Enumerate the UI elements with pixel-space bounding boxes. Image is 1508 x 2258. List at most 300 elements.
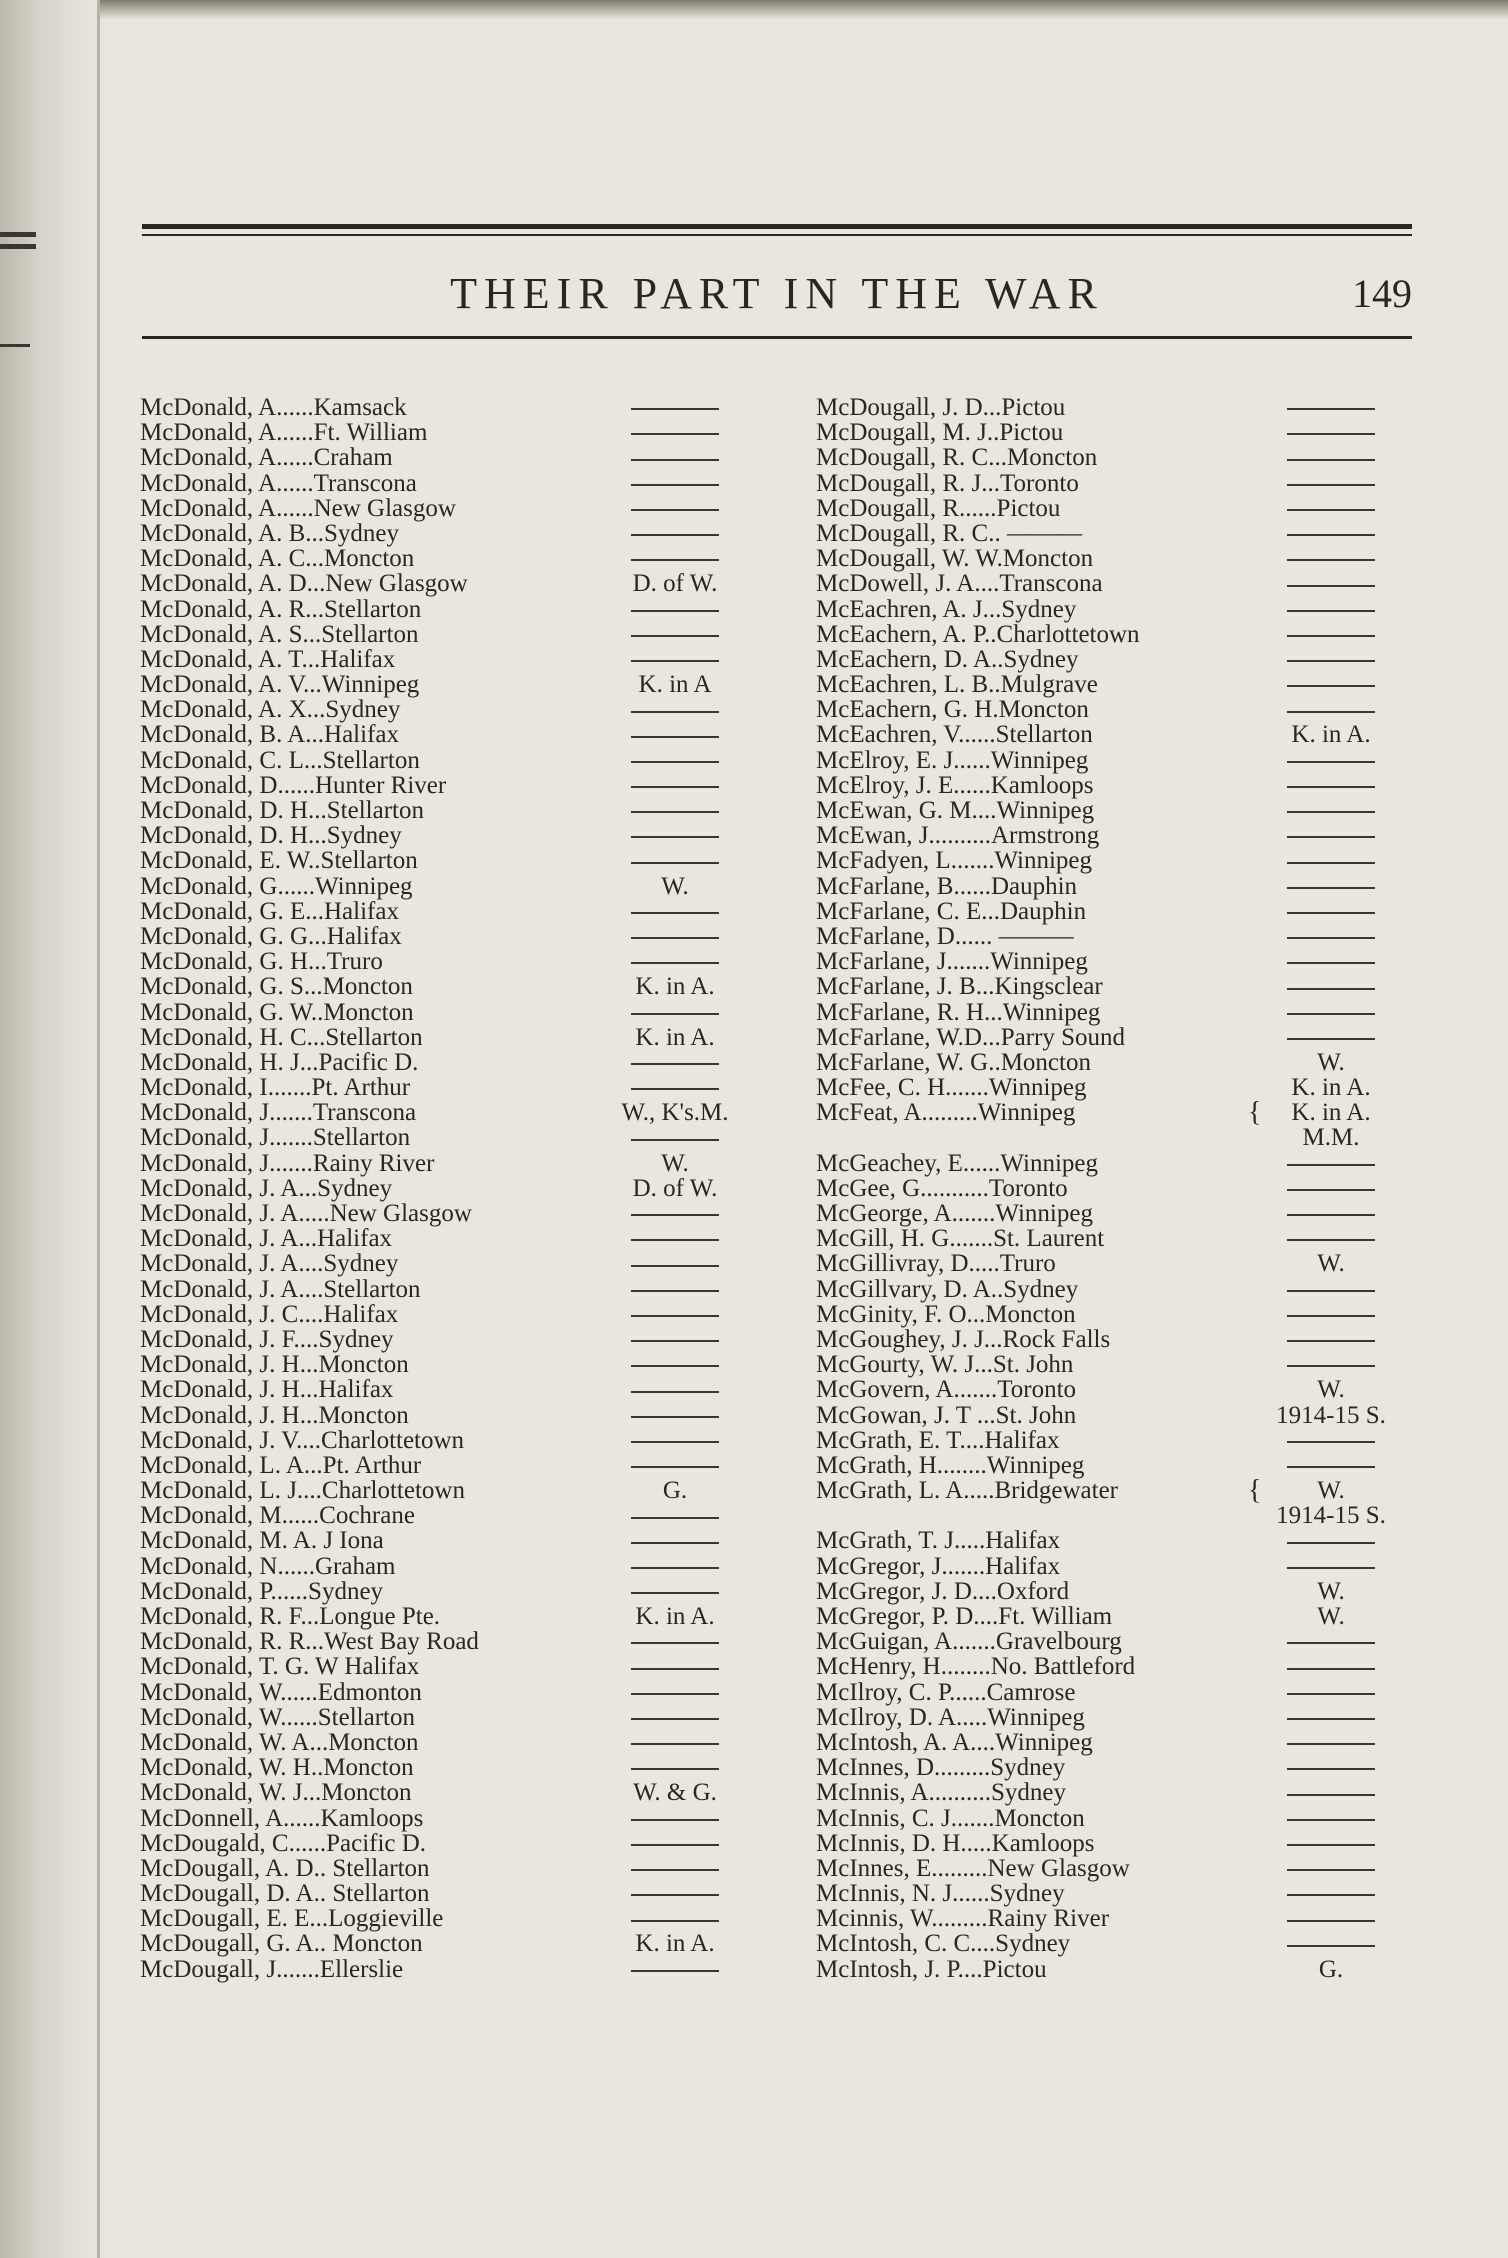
no-record-dash [582,1957,768,1982]
roster-entry [816,672,1416,697]
no-record-dash [582,848,768,873]
entry-name-place: McDonald, B. A...Halifax [140,721,399,749]
right-column [816,395,1416,1982]
roster-entry [140,1251,740,1276]
entry-name-place: McDonald, A. R...Stellarton [140,595,422,623]
no-record-dash [1241,899,1421,924]
roster-entry [816,1377,1416,1402]
no-record-dash [582,1428,768,1453]
roster-entry [140,974,740,999]
no-record-dash [582,1554,768,1579]
roster-entry [140,1654,740,1679]
entry-name-place: McDonald, G......Winnipeg [140,872,413,900]
no-record-dash [582,471,768,496]
entry-name-place: McDougall, R. J...Toronto [816,469,1079,497]
entry-name-place: McDonald, D. H...Sydney [140,822,402,850]
no-record-dash [1241,874,1421,899]
entry-name-place: McDonald, T. G. W Halifax [140,1653,420,1681]
roster-entry [816,1629,1416,1654]
no-record-dash [582,1629,768,1654]
no-record-dash [582,597,768,622]
roster-entry [816,899,1416,924]
entry-name-place: McInnis, D. H.....Kamloops [816,1829,1095,1857]
header-bottom-rule [142,336,1412,339]
entry-name-place: McGregor, P. D....Ft. William [816,1603,1113,1630]
no-record-dash [582,1277,768,1302]
roster-entry [816,1856,1416,1881]
roster-entry [140,1453,740,1478]
no-record-dash [582,773,768,798]
entry-name-place: McGeachey, E......Winnipeg [816,1149,1098,1177]
entry-name-place: McDonald, A......Ft. William [140,419,428,447]
roster-entry [816,1025,1416,1050]
roster-entry [816,1680,1416,1705]
roster-entry [816,1780,1416,1805]
no-record-dash [582,1579,768,1604]
entry-name-place: McFee, C. H.......Winnipeg [816,1074,1087,1102]
roster-entry [140,1377,740,1402]
roster-entry [816,874,1416,899]
entry-name-place: McDougall, E. E...Loggieville [140,1905,444,1933]
entry-name-place: McFarlane, W. G..Moncton [816,1048,1091,1076]
no-record-dash [1241,420,1421,445]
no-record-dash [582,1075,768,1100]
no-record-dash [1241,1201,1421,1226]
entry-name-place: McIntosh, J. P....Pictou [816,1955,1047,1983]
roster-entry [140,1352,740,1377]
roster-entry [816,773,1416,798]
entry-name-place: McDonald, H. C...Stellarton [140,1023,423,1051]
entry-name-place: McInnes, D.........Sydney [816,1754,1066,1782]
roster-entry [140,1000,740,1025]
no-record-dash [582,647,768,672]
entry-name-place: McGeorge, A.......Winnipeg [816,1200,1093,1227]
entry-name-place: McDonnell, A......Kamloops [140,1804,424,1832]
no-record-dash [1241,798,1421,823]
no-record-dash [582,521,768,546]
roster-entry [140,1554,740,1579]
entry-name-place: McDonald, G. S...Moncton [140,973,413,1001]
roster-entry [140,672,740,697]
roster-entry [140,420,740,445]
roster-entry [140,571,740,596]
no-record-dash [1241,1906,1421,1931]
no-record-dash [1241,1831,1421,1856]
no-record-dash [582,924,768,949]
roster-entry [816,420,1416,445]
roster-entry [140,1302,740,1327]
entry-name-place: McGourty, W. J...St. John [816,1351,1074,1379]
entry-name-place: McDonald, J. H...Moncton [140,1351,409,1379]
roster-entry [816,748,1416,773]
entry-name-place: McDonald, G. G...Halifax [140,922,402,950]
roster-entry [140,697,740,722]
entry-name-place: McEachren, V......Stellarton [816,721,1093,749]
roster-entry [816,1906,1416,1931]
entry-name-place: McDonald, N......Graham [140,1552,396,1580]
entry-status: W. [1317,1577,1345,1605]
entry-name-place: McDonald, A. T...Halifax [140,645,396,673]
entry-name-place: McEachern, G. H.Moncton [816,696,1089,724]
entry-name-place: McDonald, A......Kamsack [140,394,407,421]
no-record-dash [1241,1453,1421,1478]
roster-entry [816,571,1416,596]
entry-name-place: McGregor, J. D....Oxford [816,1577,1070,1605]
no-record-dash [582,1377,768,1402]
no-record-dash [582,1705,768,1730]
no-record-dash [582,1680,768,1705]
roster-entry [140,1478,740,1503]
no-record-dash [582,1302,768,1327]
entry-name-place: McGrath, H........Winnipeg [816,1451,1085,1479]
no-record-dash [1241,571,1421,596]
entry-name-place: McDonald, J. H...Halifax [140,1376,394,1404]
entry-status: K. in A. [635,1603,715,1630]
roster-entry [816,1226,1416,1251]
roster-entry [816,1554,1416,1579]
entry-status: K. in A. [1291,1074,1371,1102]
roster-entry [816,924,1416,949]
roster-entry [140,1806,740,1831]
no-record-dash [1241,823,1421,848]
entry-name-place: McDonald, J. A....Stellarton [140,1275,421,1303]
page-top-edge [100,0,1508,20]
roster-entry [816,1528,1416,1553]
entry-name-place: McFarlane, W.D...Parry Sound [816,1023,1125,1051]
roster-entry [816,1831,1416,1856]
left-column [140,395,740,1982]
roster-entry [816,974,1416,999]
roster-entry [140,773,740,798]
no-record-dash [1241,924,1421,949]
entry-name-place: McInnis, C. J.......Moncton [816,1804,1085,1832]
entry-name-place: McDonald, G. E...Halifax [140,897,399,925]
no-record-dash [1241,1151,1421,1176]
entry-name-place: McDonald, A......Craham [140,444,393,472]
roster-entry [816,1957,1416,1982]
entry-name-place: McFeat, A.........Winnipeg [816,1099,1076,1127]
entry-name-place: McFarlane, R. H...Winnipeg [816,998,1101,1026]
entry-name-place: McDonald, J.......Transcona [140,1099,417,1127]
roster-entry [816,1806,1416,1831]
entry-name-place: McDougall, R......Pictou [816,494,1061,522]
entry-name-place: McDonald, A. C...Moncton [140,545,415,573]
roster-entry [140,949,740,974]
roster-entry [140,1327,740,1352]
roster-entry [140,748,740,773]
roster-entry [140,1226,740,1251]
roster-entry [140,1755,740,1780]
roster-entry [816,395,1416,420]
entry-name-place: McIlroy, D. A.....Winnipeg [816,1703,1085,1731]
entry-name-place: McDonald, A. S...Stellarton [140,620,419,648]
roster-entry [816,697,1416,722]
no-record-dash [1241,622,1421,647]
no-record-dash [1241,949,1421,974]
entry-status: K. in A [638,671,712,699]
roster-entry [140,1050,740,1075]
no-record-dash [1241,1705,1421,1730]
entry-name-place: McGrath, L. A.....Bridgewater [816,1477,1119,1505]
roster-entry [140,471,740,496]
no-record-dash [582,1000,768,1025]
no-record-dash [582,1251,768,1276]
no-record-dash [1241,647,1421,672]
no-record-dash [1241,1680,1421,1705]
roster-entry [816,1277,1416,1302]
entry-name-place: McGoughey, J. J...Rock Falls [816,1325,1111,1353]
roster-entry [816,1352,1416,1377]
roster-entry [816,1705,1416,1730]
roster-entry [140,722,740,747]
no-record-dash [582,1453,768,1478]
roster-entry [816,798,1416,823]
entry-name-place: McDonald, J.......Stellarton [140,1124,411,1152]
entry-name-place: McDonald, J.......Rainy River [140,1149,435,1177]
entry-name-place: McGovern, A.......Toronto [816,1376,1077,1404]
no-record-dash [582,697,768,722]
roster-entry [140,1931,740,1956]
entry-name-place: McDonald, J. C....Halifax [140,1300,399,1328]
entry-status: K. in A. [635,973,715,1001]
entry-status: K. in A. [1291,1099,1371,1127]
running-header-title: THEIR PART IN THE WAR [450,269,1104,318]
no-record-dash [1241,1780,1421,1805]
no-record-dash [582,496,768,521]
no-record-dash [582,1528,768,1553]
no-record-dash [582,899,768,924]
roster-entry [816,1428,1416,1453]
roster-entry [816,1050,1416,1075]
roster-entry [816,622,1416,647]
entry-status: K. in A. [635,1023,715,1051]
roster-entry [140,1730,740,1755]
roster-entry [816,1125,1416,1150]
no-record-dash [1241,1554,1421,1579]
entry-status: W. & G. [633,1779,717,1807]
grouping-brace: { [1248,1097,1262,1129]
entry-name-place: McGuigan, A.......Gravelbourg [816,1628,1122,1656]
entry-name-place: McDougald, C......Pacific D. [140,1829,427,1857]
entry-name-place: McGrath, E. T....Halifax [816,1426,1060,1454]
header-top-rule-thick [142,224,1412,229]
entry-status: D. of W. [632,1174,718,1202]
roster-entry [816,1755,1416,1780]
roster-entry [816,1000,1416,1025]
roster-entry [140,924,740,949]
page-binding-edge [97,0,100,2258]
roster-entry [816,949,1416,974]
roster-entry [140,1579,740,1604]
no-record-dash [1241,1302,1421,1327]
entry-name-place: McEachren, A. J...Sydney [816,595,1077,623]
entry-name-place: McDougall, R. C.. ——— [816,519,1082,547]
page-number: 149 [1352,271,1412,316]
no-record-dash [582,949,768,974]
roster-entry [816,445,1416,470]
entry-name-place: McIlroy, C. P......Camrose [816,1678,1076,1706]
roster-entry [140,1025,740,1050]
roster-entry [140,521,740,546]
no-record-dash [1241,1755,1421,1780]
entry-name-place: McIntosh, A. A....Winnipeg [816,1728,1093,1756]
no-record-dash [582,823,768,848]
roster-entry [140,647,740,672]
entry-name-place: McDonald, L. A...Pt. Arthur [140,1451,422,1479]
entry-status: K. in A. [635,1930,715,1958]
no-record-dash [582,395,768,420]
entry-status: W. [661,1149,689,1177]
roster-entry [140,874,740,899]
entry-name-place: McGillivray, D.....Truro [816,1250,1056,1278]
no-record-dash [582,1050,768,1075]
entry-status: 1914-15 S. [1276,1502,1386,1530]
roster-entry [140,823,740,848]
roster-entry [140,1503,740,1528]
roster-entry [816,1302,1416,1327]
previous-page-rule-mark [0,244,36,249]
grouping-brace: { [1248,1475,1262,1507]
no-record-dash [1241,521,1421,546]
entry-name-place: McDonald, J. A...Sydney [140,1174,393,1202]
no-record-dash [1241,1277,1421,1302]
no-record-dash [582,1201,768,1226]
roster-entry [816,471,1416,496]
no-record-dash [582,1730,768,1755]
entry-status: K. in A. [1291,721,1371,749]
roster-entry [140,1881,740,1906]
entry-status: W. [1317,1603,1345,1630]
entry-name-place: McDonald, G. H...Truro [140,948,383,976]
no-record-dash [1241,974,1421,999]
entry-name-place: McElroy, E. J......Winnipeg [816,746,1089,774]
roster-entry [140,445,740,470]
roster-entry [816,1327,1416,1352]
entry-name-place: McEwan, G. M....Winnipeg [816,797,1095,824]
entry-name-place: McDonald, J. A...Halifax [140,1225,393,1253]
no-record-dash [1241,672,1421,697]
entry-status: W., K's.M. [621,1099,729,1127]
entry-name-place: McDonald, M. A. J Iona [140,1527,384,1555]
entry-name-place: McDonald, I.......Pt. Arthur [140,1074,411,1102]
roster-entry [816,722,1416,747]
entry-name-place: McDonald, C. L...Stellarton [140,746,420,774]
no-record-dash [582,1881,768,1906]
roster-entry [816,1881,1416,1906]
entry-status: D. of W. [632,570,718,598]
entry-name-place: McGill, H. G.......St. Laurent [816,1225,1105,1253]
entry-name-place: McFarlane, J.......Winnipeg [816,948,1088,976]
entry-status: 1914-15 S. [1276,1401,1386,1429]
no-record-dash [582,1503,768,1528]
entry-name-place: McDonald, P......Sydney [140,1577,384,1605]
roster-entry [816,521,1416,546]
entry-name-place: McDonald, W. A...Moncton [140,1728,419,1756]
roster-entry [816,1151,1416,1176]
no-record-dash [1241,471,1421,496]
entry-name-place: McDonald, A. X...Sydney [140,696,401,724]
no-record-dash [1241,1629,1421,1654]
roster-entry [816,496,1416,521]
no-record-dash [1241,697,1421,722]
roster-entry [140,1075,740,1100]
no-record-dash [582,1906,768,1931]
entry-name-place: McDonald, A......New Glasgow [140,494,456,522]
no-record-dash [1241,597,1421,622]
no-record-dash [582,1654,768,1679]
roster-entry [140,395,740,420]
entry-name-place: McGee, G...........Toronto [816,1174,1068,1202]
no-record-dash [1241,1730,1421,1755]
entry-name-place: McInnis, A..........Sydney [816,1779,1066,1807]
roster-entry [816,1201,1416,1226]
roster-entry [140,1780,740,1805]
roster-entry [816,1604,1416,1629]
entry-name-place: McEwan, J..........Armstrong [816,822,1100,850]
roster-entry [816,546,1416,571]
no-record-dash [1241,773,1421,798]
entry-name-place: McHenry, H........No. Battleford [816,1653,1136,1681]
entry-name-place: McDougall, R. C...Moncton [816,444,1098,472]
entry-status: G. [1318,1955,1344,1983]
entry-name-place: McDonald, W......Edmonton [140,1678,422,1706]
no-record-dash [582,798,768,823]
entry-name-place: McDougall, M. J..Pictou [816,419,1064,447]
roster-entry [816,1453,1416,1478]
entry-name-place: Mcinnis, W.........Rainy River [816,1905,1110,1933]
roster-entry [140,899,740,924]
entry-name-place: McEachren, L. B..Mulgrave [816,671,1098,699]
roster-entry [816,1579,1416,1604]
no-record-dash [1241,1000,1421,1025]
entry-name-place: McDonald, W. J...Moncton [140,1779,412,1807]
entry-name-place: McFarlane, J. B...Kingsclear [816,973,1103,1001]
no-record-dash [1241,748,1421,773]
entry-name-place: McElroy, J. E......Kamloops [816,771,1094,799]
page-gutter-shadow [0,0,110,2258]
entry-name-place: McDonald, W. H..Moncton [140,1754,414,1782]
roster-entry [140,597,740,622]
no-record-dash [1241,1327,1421,1352]
no-record-dash [1241,496,1421,521]
entry-name-place: McEachern, A. P..Charlottetown [816,620,1140,648]
roster-entry [140,848,740,873]
entry-status: W. [1317,1477,1345,1505]
roster-entry [816,597,1416,622]
no-record-dash [1241,1176,1421,1201]
roster-entry [816,848,1416,873]
entry-name-place: McGillvary, D. A..Sydney [816,1275,1079,1303]
entry-name-place: McInnis, N. J......Sydney [816,1880,1065,1908]
previous-page-rule-mark [0,232,36,237]
roster-entry [140,1604,740,1629]
roster-entry [140,1403,740,1428]
entry-name-place: McFarlane, B......Dauphin [816,872,1078,900]
no-record-dash [1241,1352,1421,1377]
entry-name-place: McFarlane, D...... ——— [816,922,1074,950]
no-record-dash [1241,546,1421,571]
roster-entry [816,1475,1416,1507]
roster-entry [816,1654,1416,1679]
entry-name-place: McDougall, J.......Ellerslie [140,1955,404,1983]
roster-entry [140,798,740,823]
roster-entry [140,1629,740,1654]
no-record-dash [1241,1931,1421,1956]
entry-name-place: McGrath, T. J.....Halifax [816,1527,1061,1555]
roster-entry [140,1277,740,1302]
entry-status: G. [662,1477,688,1505]
roster-entry [140,1705,740,1730]
